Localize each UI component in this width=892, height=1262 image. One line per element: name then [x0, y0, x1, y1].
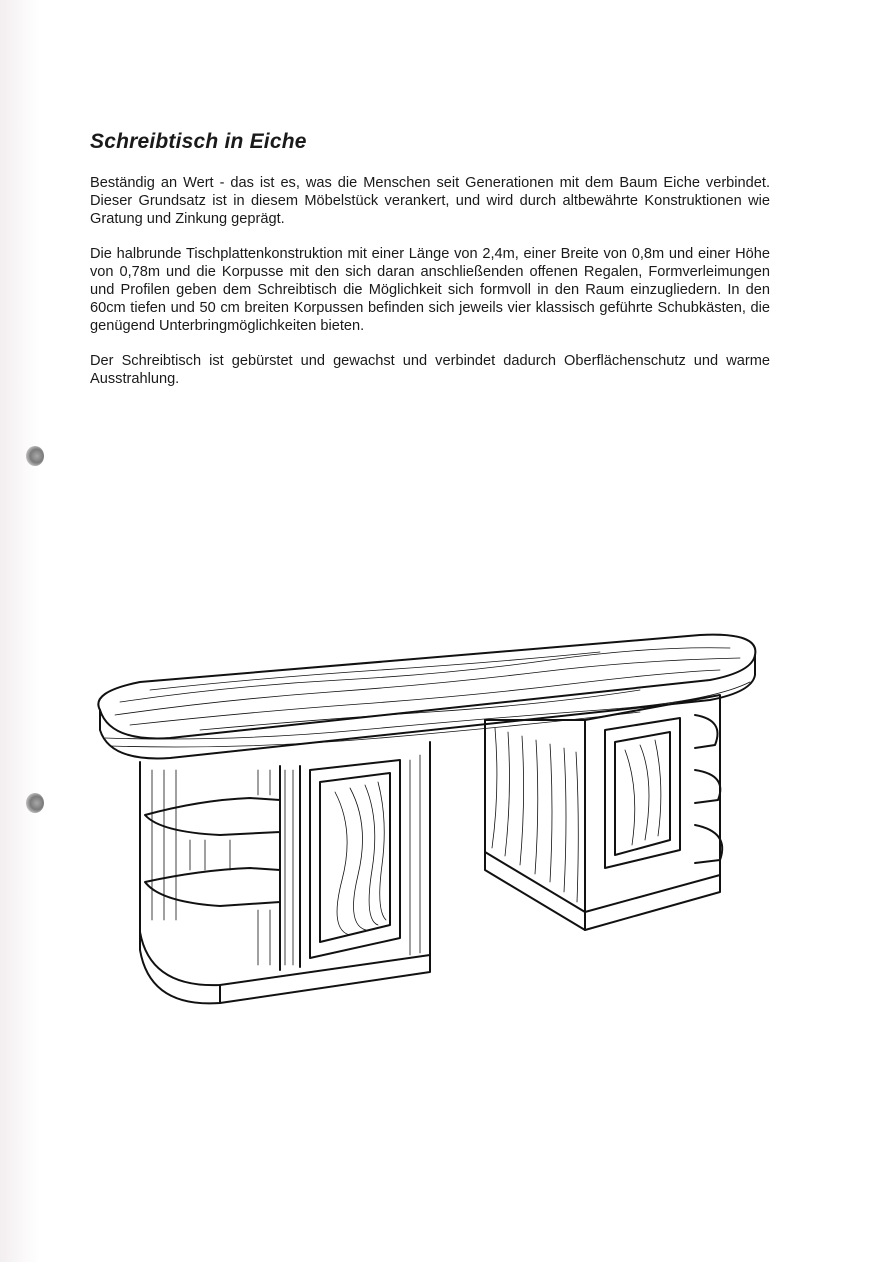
document-title: Schreibtisch in Eiche [90, 130, 307, 153]
paragraph-construction: Die halbrunde Tischplattenkonstruktion mit einer Länge von 2,4m, einer Breite von 0,8m und einer Höhe von 0,78m und die Korpusse mit den sich daran anschließenden offenen Regalen, Formverleimungen und Profilen geben dem Schreibtisch die Möglichkeit sich formvoll in den Raum einzugliedern. In den 60cm tiefen und 50 cm breiten Korpussen befinden sich jeweils vier klassisch geführte Schubkästen, die genügend Unterbringmöglichkeiten bieten. [90, 246, 770, 334]
punch-hole-icon [26, 793, 44, 813]
desk-drawing-icon [80, 620, 770, 1020]
paragraph-intro: Beständig an Wert - das ist es, was die Menschen seit Generationen mit dem Baum Eiche verbindet. Dieser Grundsatz ist in diesem Möbelstück verankert, und wird durch altbewährte Konstruktionen wie Gratung und Zinkung geprägt. [90, 175, 770, 227]
document-body [90, 130, 770, 405]
page-edge-shadow [0, 0, 40, 1262]
paragraph-finish: Der Schreibtisch ist gebürstet und gewachst und verbindet dadurch Oberflächenschutz und warme Ausstrahlung. [90, 353, 770, 387]
punch-hole-icon [26, 446, 44, 466]
right-pedestal [485, 695, 722, 930]
